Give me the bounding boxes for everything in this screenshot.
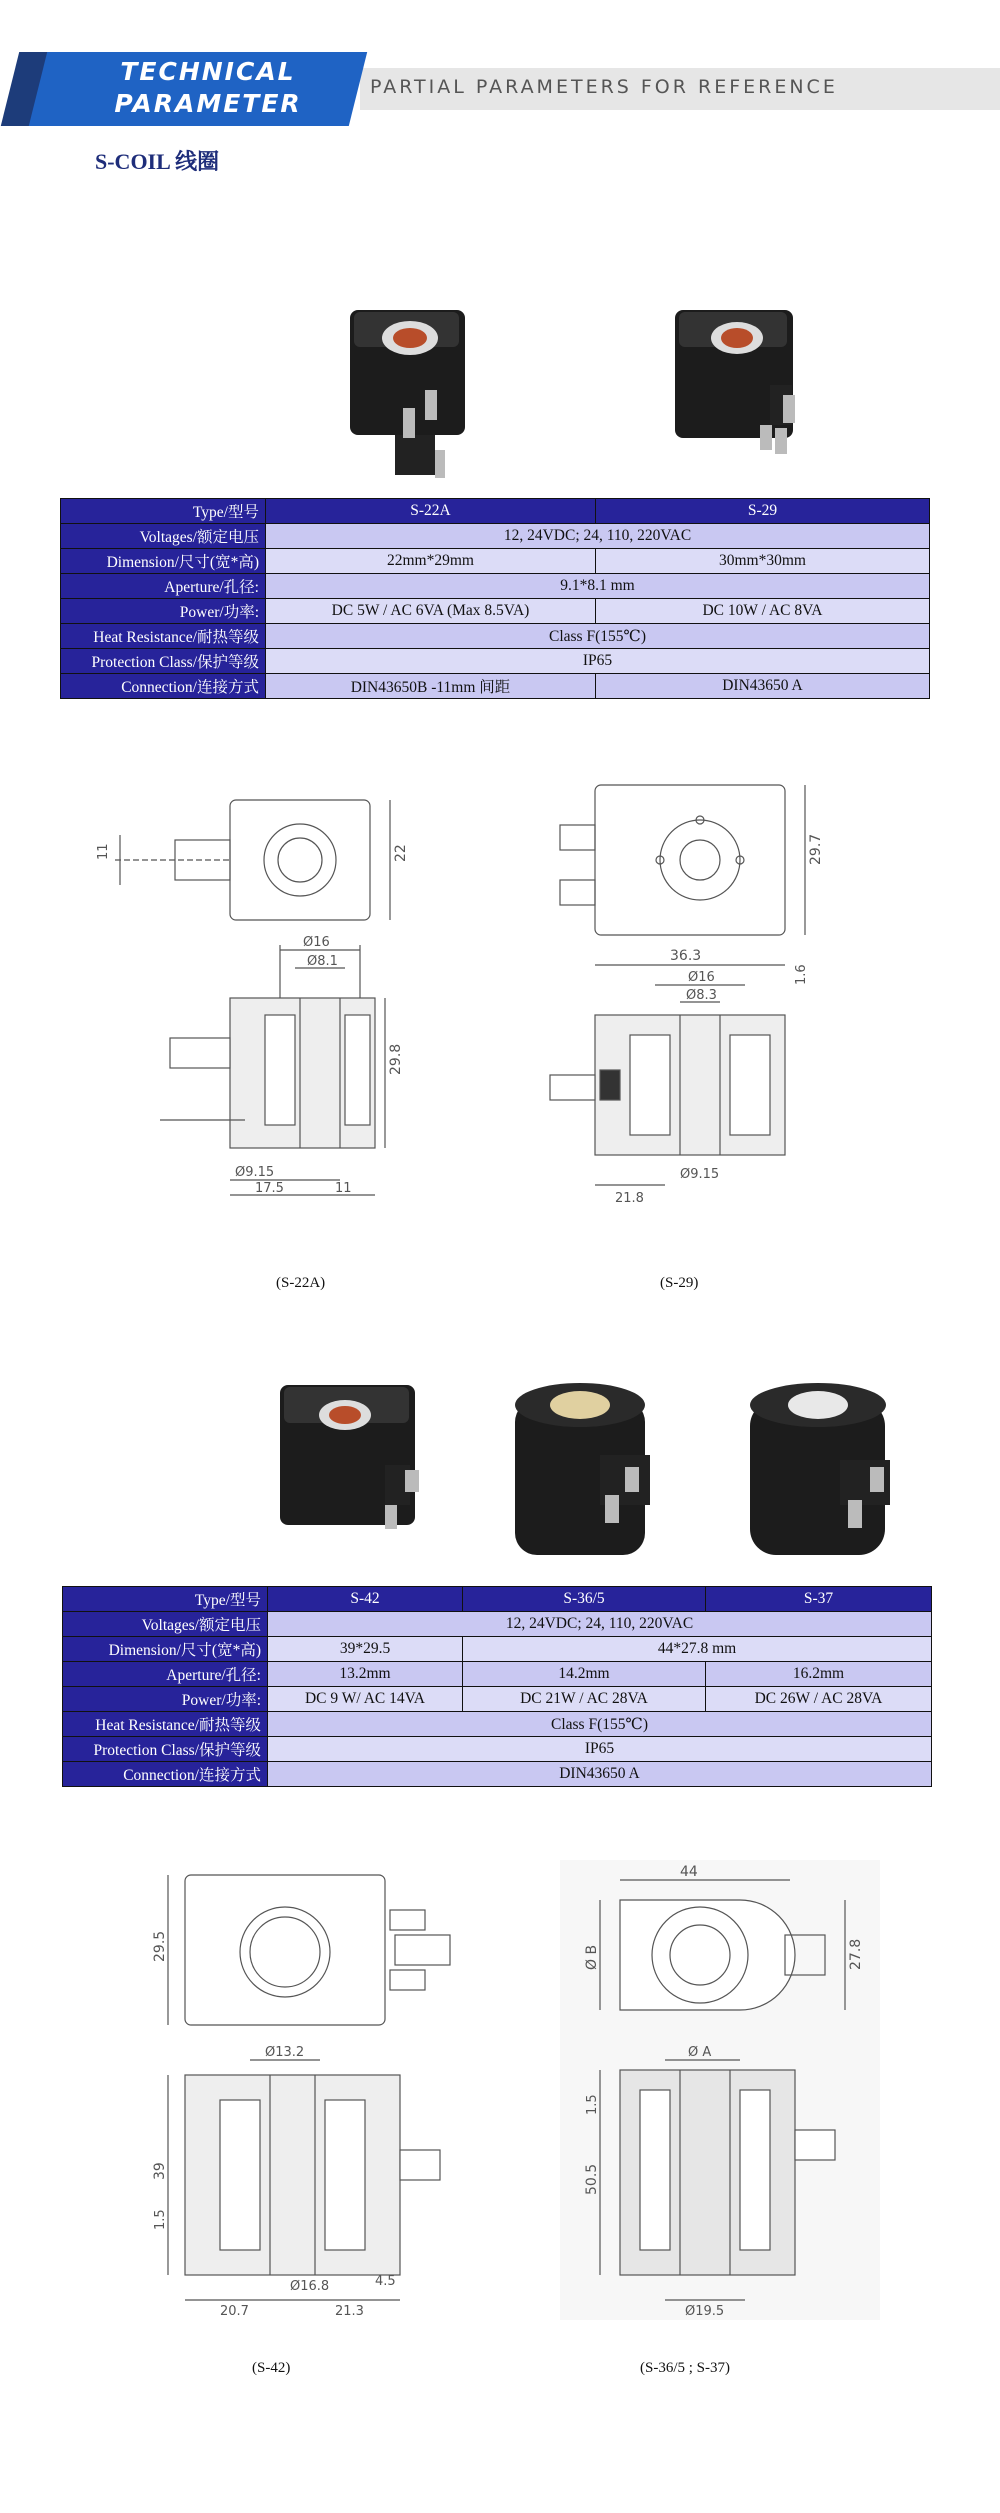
product-photo-s37 (740, 1375, 920, 1570)
row-label: Heat Resistance/耐热等级 (63, 1712, 268, 1737)
dim-label: Ø16 (303, 935, 330, 950)
dim-label: 17.5 (255, 1181, 284, 1196)
dim-label: 44 (680, 1864, 698, 1880)
dim-label: 11 (96, 843, 111, 860)
technical-drawing-s36-s37 (560, 1860, 890, 2320)
row-label: Protection Class/保护等级 (63, 1737, 268, 1762)
table-cell: 30mm*30mm (596, 549, 930, 574)
row-label: Power/功率: (63, 1687, 268, 1712)
dim-label: 11 (335, 1181, 352, 1196)
dim-label: 29.7 (808, 833, 824, 865)
table-cell: DIN43650 A (268, 1762, 932, 1787)
table-cell: 22mm*29mm (266, 549, 596, 574)
table-cell: S-42 (268, 1587, 463, 1612)
table-row (63, 1712, 932, 1737)
table-row (63, 1737, 932, 1762)
dim-label: Ø9.15 (680, 1167, 720, 1182)
caption-s29: (S-29) (660, 1275, 699, 1291)
row-label: Dimension/尺寸(宽*高) (63, 1637, 268, 1662)
table-row (61, 674, 930, 699)
product-photo-s36-5 (505, 1375, 675, 1570)
table-row (63, 1587, 932, 1612)
table-row (61, 524, 930, 549)
header-subtitle: PARTIAL PARAMETERS FOR REFERENCE (370, 76, 838, 98)
section-title: S-COIL 线圈 (95, 149, 220, 174)
caption-s22a: (S-22A) (276, 1275, 326, 1291)
dim-label: Ø9.15 (235, 1165, 275, 1180)
row-label: Type/型号 (61, 499, 266, 524)
dim-label: 22 (393, 844, 409, 862)
header-title-line1: TECHNICAL (120, 57, 296, 86)
dim-label: 29.5 (152, 1930, 168, 1962)
product-photo-s42 (270, 1375, 440, 1545)
table-row (61, 649, 930, 674)
table-cell: IP65 (268, 1737, 932, 1762)
row-label: Heat Resistance/耐热等级 (61, 624, 266, 649)
table-cell: Class F(155℃) (268, 1712, 932, 1737)
table-row (63, 1637, 932, 1662)
dim-label: 20.7 (220, 2304, 249, 2319)
dim-label: 27.8 (848, 1938, 864, 1970)
row-label: Connection/连接方式 (63, 1762, 268, 1787)
row-label: Type/型号 (63, 1587, 268, 1612)
table-cell: 13.2mm (268, 1662, 463, 1687)
dim-label: Ø16.8 (290, 2279, 330, 2294)
dim-label: Ø19.5 (685, 2304, 725, 2319)
table-cell: 12, 24VDC; 24, 110, 220VAC (266, 524, 930, 549)
dim-label: 50.5 (584, 2163, 600, 2195)
table-cell: 44*27.8 mm (463, 1637, 932, 1662)
row-label: Connection/连接方式 (61, 674, 266, 699)
row-label: Dimension/尺寸(宽*高) (61, 549, 266, 574)
dim-label: Ø B (584, 1944, 600, 1970)
dim-label: Ø A (688, 2045, 712, 2060)
header-title (78, 56, 338, 120)
row-label: Voltages/额定电压 (63, 1612, 268, 1637)
table-cell: 16.2mm (706, 1662, 932, 1687)
table-row (61, 499, 930, 524)
table-row (61, 599, 930, 624)
table-cell: Class F(155℃) (266, 624, 930, 649)
table-cell: DC 9 W/ AC 14VA (268, 1687, 463, 1712)
table-cell: S-36/5 (463, 1587, 706, 1612)
dim-label: Ø13.2 (265, 2045, 305, 2060)
dim-label: 1.5 (585, 2094, 600, 2115)
table-cell: DIN43650 A (596, 674, 930, 699)
dim-label: 4.5 (375, 2274, 396, 2289)
table-row (61, 624, 930, 649)
table-cell: S-37 (706, 1587, 932, 1612)
spec-table-1 (60, 498, 930, 699)
caption-s36-s37: (S-36/5 ; S-37) (640, 2360, 730, 2376)
table-row (63, 1662, 932, 1687)
row-label: Voltages/额定电压 (61, 524, 266, 549)
technical-drawing-s22a (95, 770, 475, 1230)
dim-label: 29.8 (388, 1043, 404, 1075)
header-title-line2: PARAMETER (114, 89, 302, 118)
dim-label: Ø8.3 (686, 988, 717, 1003)
dim-label: 39 (152, 2162, 168, 2180)
technical-drawing-s29 (520, 770, 850, 1230)
row-label: Power/功率: (61, 599, 266, 624)
table-cell: DC 10W / AC 8VA (596, 599, 930, 624)
table-cell: DC 26W / AC 28VA (706, 1687, 932, 1712)
table-cell: 39*29.5 (268, 1637, 463, 1662)
table-cell: 14.2mm (463, 1662, 706, 1687)
table-row (61, 574, 930, 599)
product-photo-s29 (665, 300, 815, 490)
spec-table-2 (62, 1586, 932, 1787)
table-cell: S-22A (266, 499, 596, 524)
dim-label: Ø16 (688, 970, 715, 985)
technical-drawing-s42 (150, 1860, 480, 2320)
dim-label: Ø8.1 (307, 954, 338, 969)
table-cell: 9.1*8.1 mm (266, 574, 930, 599)
table-cell: DIN43650B -11mm 间距 (266, 674, 596, 699)
dim-label: 36.3 (670, 948, 702, 964)
table-row (63, 1687, 932, 1712)
dim-label: 21.3 (335, 2304, 364, 2319)
caption-s42: (S-42) (252, 2360, 291, 2376)
table-row (61, 549, 930, 574)
row-label: Protection Class/保护等级 (61, 649, 266, 674)
table-cell: IP65 (266, 649, 930, 674)
dim-label: 21.8 (615, 1191, 644, 1206)
table-row (63, 1762, 932, 1787)
product-photo-s22a (340, 300, 490, 490)
table-row (63, 1612, 932, 1637)
row-label: Aperture/孔径: (63, 1662, 268, 1687)
dim-label: 1.5 (153, 2209, 168, 2230)
dim-label: 1.6 (794, 964, 809, 985)
table-cell: DC 5W / AC 6VA (Max 8.5VA) (266, 599, 596, 624)
table-cell: DC 21W / AC 28VA (463, 1687, 706, 1712)
table-cell: S-29 (596, 499, 930, 524)
row-label: Aperture/孔径: (61, 574, 266, 599)
table-cell: 12, 24VDC; 24, 110, 220VAC (268, 1612, 932, 1637)
